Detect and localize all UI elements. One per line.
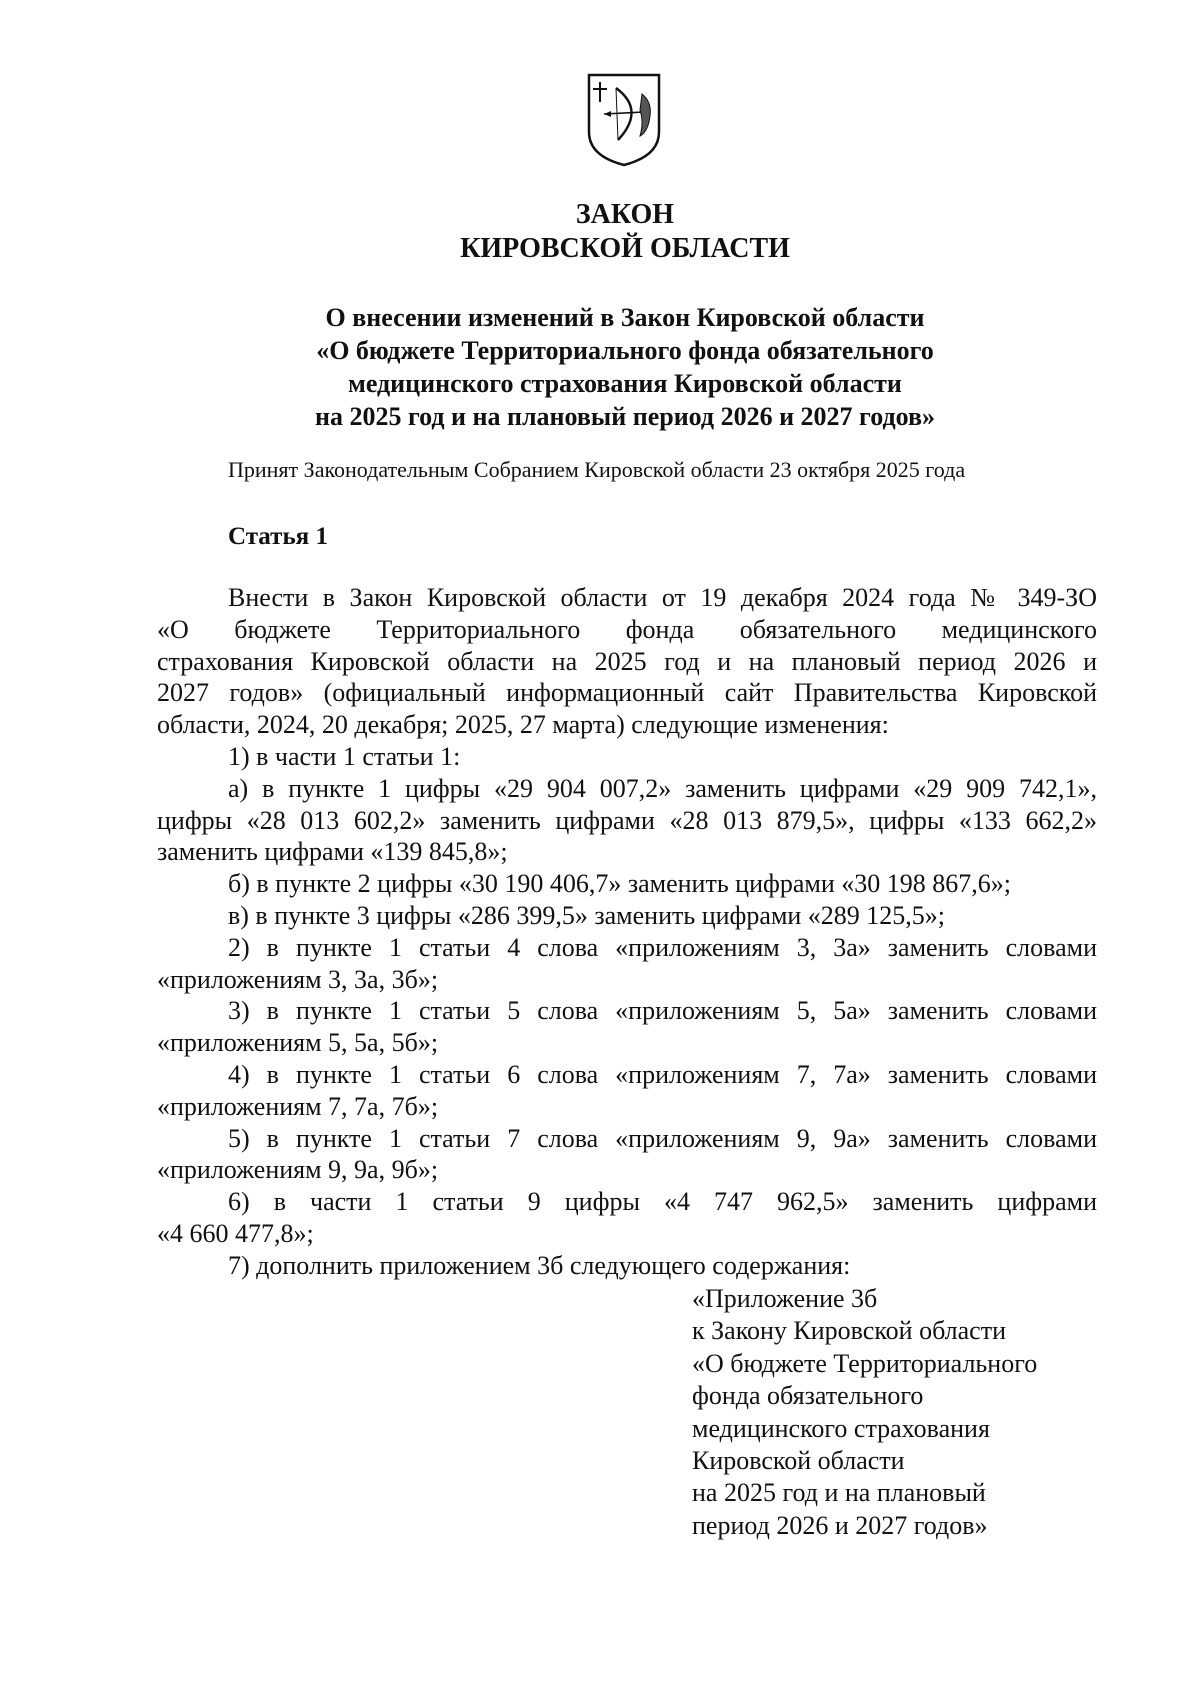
article-line: 7) дополнить приложением 3б следующего содержания: bbox=[228, 1250, 851, 1280]
appendix-line: Кировской области bbox=[692, 1446, 905, 1476]
article-line: страхования Кировской области на 2025 год и на плановый период 2026 и bbox=[157, 646, 1097, 676]
article-line: заменить цифрами «139 845,8»; bbox=[157, 837, 508, 867]
article-line: области, 2024, 20 декабря; 2025, 27 марта) следующие изменения: bbox=[157, 710, 889, 740]
article-line: 4) в пункте 1 статьи 6 слова «приложениям 7, 7а» заменить словами bbox=[228, 1059, 1097, 1089]
law-region: КИРОВСКОЙ ОБЛАСТИ bbox=[460, 233, 790, 264]
appendix-line: «О бюджете Территориального bbox=[692, 1348, 1038, 1378]
appendix-line: период 2026 и 2027 годов» bbox=[692, 1510, 988, 1540]
appendix-line: к Закону Кировской области bbox=[692, 1316, 1006, 1346]
law-title-line: О внесении изменений в Закон Кировской области bbox=[325, 303, 925, 332]
article-line: 2027 годов» (официальный информационный сайт Правительства Кировской bbox=[157, 678, 1097, 708]
article-body bbox=[157, 582, 1097, 1282]
coat-of-arms-emblem bbox=[586, 72, 662, 168]
article-heading: Статья 1 bbox=[228, 523, 328, 550]
law-title-line: «О бюджете Территориального фонда обязательного bbox=[316, 336, 934, 365]
article-line: в) в пункте 3 цифры «286 399,5» заменить цифрами «289 125,5»; bbox=[228, 900, 946, 930]
appendix-line: фонда обязательного bbox=[692, 1381, 924, 1411]
article-line: 1) в части 1 статьи 1: bbox=[228, 741, 461, 771]
law-title-line: на 2025 год и на плановый период 2026 и 2027 годов» bbox=[314, 402, 936, 431]
appendix-line: «Приложение 3б bbox=[692, 1284, 878, 1313]
article-line: 3) в пункте 1 статьи 5 слова «приложениям 5, 5а» заменить словами bbox=[228, 996, 1097, 1026]
appendix-line: на 2025 год и на плановый bbox=[692, 1478, 986, 1508]
article-line: цифры «28 013 602,2» заменить цифрами «28 013 879,5», цифры «133 662,2» bbox=[157, 805, 1097, 835]
article-line: «приложениям 7, 7а, 7б»; bbox=[157, 1091, 439, 1121]
appendix-line: медицинского страхования bbox=[692, 1413, 990, 1443]
adoption-note: Принят Законодательным Собранием Кировской области 23 октября 2025 года bbox=[228, 457, 966, 482]
article-line: «приложениям 3, 3а, 3б»; bbox=[157, 964, 439, 994]
article-line: «приложениям 9, 9а, 9б»; bbox=[157, 1155, 439, 1185]
article-line: 6) в части 1 статьи 9 цифры «4 747 962,5» заменить цифрами bbox=[228, 1187, 1097, 1217]
law-doc-type: ЗАКОН bbox=[575, 199, 675, 230]
article-line: Внести в Закон Кировской области от 19 декабря 2024 года № 349-ЗО bbox=[228, 583, 1097, 612]
law-title-line: медицинского страхования Кировской области bbox=[348, 369, 902, 398]
article-line: «приложениям 5, 5а, 5б»; bbox=[157, 1028, 439, 1058]
article-line: 5) в пункте 1 статьи 7 слова «приложениям 9, 9а» заменить словами bbox=[228, 1123, 1097, 1153]
article-line: а) в пункте 1 цифры «29 904 007,2» заменить цифрами «29 909 742,1», bbox=[228, 773, 1097, 803]
appendix-header bbox=[692, 1283, 1112, 1542]
article-line: 2) в пункте 1 статьи 4 слова «приложениям 3, 3а» заменить словами bbox=[228, 932, 1097, 962]
article-line: «О бюджете Территориального фонда обязательного медицинского bbox=[157, 614, 1097, 644]
article-line: б) в пункте 2 цифры «30 190 406,7» заменить цифрами «30 198 867,6»; bbox=[228, 869, 1011, 899]
article-line: «4 660 477,8»; bbox=[157, 1218, 314, 1248]
